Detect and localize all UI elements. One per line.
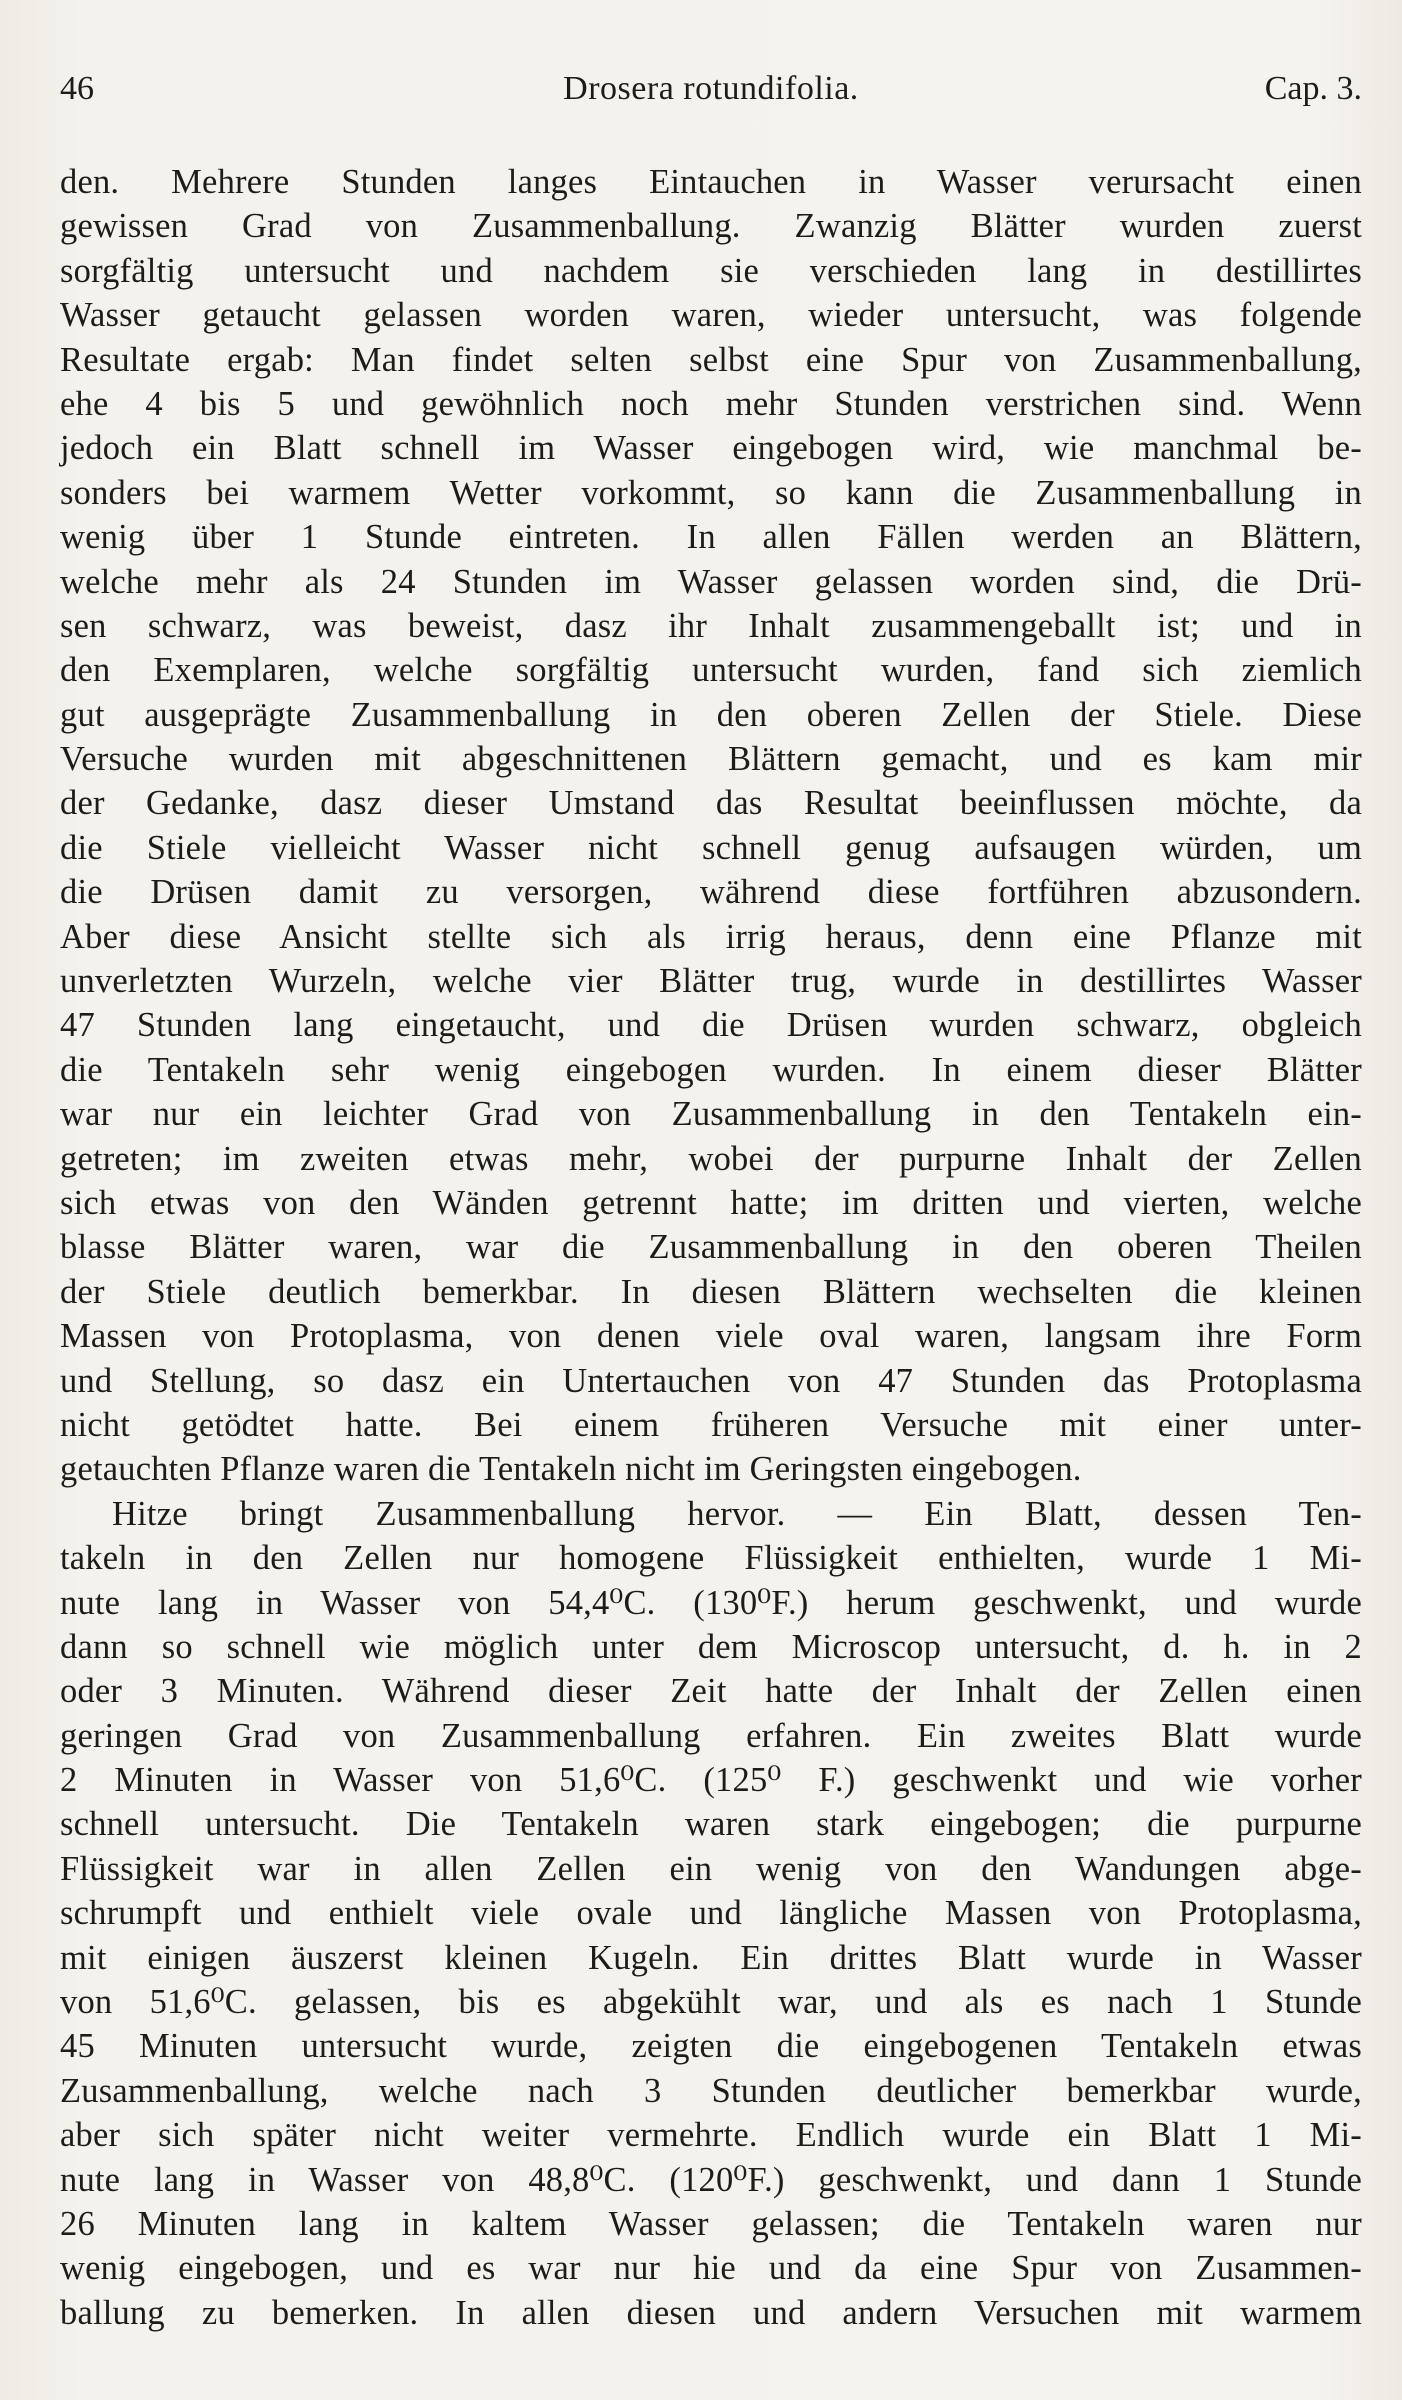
text-line: die Stiele vielleicht Wasser nicht schnell genug aufsaugen würden, um: [60, 828, 1362, 867]
text-line: 26 Minuten lang in kaltem Wasser gelassen; die Tentakeln waren nur: [60, 2204, 1362, 2243]
text-line: Flüssigkeit war in allen Zellen ein wenig von den Wandungen abge-: [60, 1849, 1362, 1888]
body-text: [60, 160, 1362, 2335]
text-line: nicht getödtet hatte. Bei einem früheren Versuche mit einer unter-: [60, 1405, 1362, 1444]
text-line: mit einigen äuszerst kleinen Kugeln. Ein drittes Blatt wurde in Wasser: [60, 1938, 1362, 1977]
text-line: Hitze bringt Zusammenballung hervor. — Ein Blatt, dessen Ten-: [112, 1494, 1362, 1533]
text-line: Zusammenballung, welche nach 3 Stunden deutlicher bemerkbar wurde,: [60, 2071, 1362, 2110]
text-line: ballung zu bemerken. In allen diesen und andern Versuchen mit warmem: [60, 2293, 1362, 2332]
text-line: gut ausgeprägte Zusammenballung in den oberen Zellen der Stiele. Diese: [60, 695, 1362, 734]
text-line: getreten; im zweiten etwas mehr, wobei der purpurne Inhalt der Zellen: [60, 1139, 1362, 1178]
text-line: Versuche wurden mit abgeschnittenen Blättern gemacht, und es kam mir: [60, 740, 1362, 779]
text-line: und Stellung, so dasz ein Untertauchen von 47 Stunden das Protoplasma: [60, 1361, 1362, 1400]
text-line: getauchten Pflanze waren die Tentakeln nicht im Geringsten eingebogen.: [60, 1450, 1082, 1489]
text-line: takeln in den Zellen nur homogene Flüssigkeit enthielten, wurde 1 Mi-: [60, 1539, 1362, 1578]
text-line: wenig über 1 Stunde eintreten. In allen Fällen werden an Blättern,: [60, 518, 1362, 557]
page-header: [60, 70, 1362, 120]
text-line: oder 3 Minuten. Während dieser Zeit hatte der Inhalt der Zellen einen: [60, 1672, 1362, 1711]
text-line: 47 Stunden lang eingetaucht, und die Drüsen wurden schwarz, obgleich: [60, 1006, 1362, 1045]
text-line: ehe 4 bis 5 und gewöhnlich noch mehr Stunden verstrichen sind. Wenn: [60, 384, 1362, 423]
running-title: Drosera rotundifolia.: [563, 70, 859, 107]
text-line: wenig eingebogen, und es war nur hie und da eine Spur von Zusammen-: [60, 2249, 1362, 2288]
text-line: nute lang in Wasser von 54,4⁰C. (130⁰F.) herum geschwenkt, und wurde: [60, 1583, 1362, 1622]
text-line: sich etwas von den Wänden getrennt hatte; im dritten und vierten, welche: [60, 1183, 1362, 1222]
paragraph: [60, 1492, 1362, 2335]
text-line: der Gedanke, dasz dieser Umstand das Resultat beeinflussen möchte, da: [60, 784, 1362, 823]
text-line: 2 Minuten in Wasser von 51,6⁰C. (125⁰ F.) geschwenkt und wie vorher: [60, 1761, 1362, 1800]
text-line: sorgfältig untersucht und nachdem sie verschieden lang in destillirtes: [60, 251, 1362, 290]
text-line: Massen von Protoplasma, von denen viele oval waren, langsam ihre Form: [60, 1317, 1362, 1356]
text-line: nute lang in Wasser von 48,8⁰C. (120⁰F.) geschwenkt, und dann 1 Stunde: [60, 2160, 1362, 2199]
text-line: die Drüsen damit zu versorgen, während diese fortführen abzusondern.: [60, 873, 1362, 912]
text-line: sen schwarz, was beweist, dasz ihr Inhalt zusammengeballt ist; und in: [60, 606, 1362, 645]
text-line: Wasser getaucht gelassen worden waren, wieder untersucht, was folgende: [60, 296, 1362, 335]
text-line: den. Mehrere Stunden langes Eintauchen in Wasser verursacht einen: [60, 163, 1362, 201]
text-line: Aber diese Ansicht stellte sich als irrig heraus, denn eine Pflanze mit: [60, 917, 1362, 956]
text-line: sonders bei warmem Wetter vorkommt, so kann die Zusammenballung in: [60, 473, 1362, 512]
page-number: 46: [60, 70, 94, 107]
text-line: den Exemplaren, welche sorgfältig untersucht wurden, fand sich ziemlich: [60, 651, 1362, 690]
text-line: von 51,6⁰C. gelassen, bis es abgekühlt war, und als es nach 1 Stunde: [60, 1983, 1362, 2022]
text-line: Resultate ergab: Man findet selten selbst eine Spur von Zusammenballung,: [60, 340, 1362, 379]
text-line: schnell untersucht. Die Tentakeln waren stark eingebogen; die purpurne: [60, 1805, 1362, 1844]
text-line: schrumpft und enthielt viele ovale und längliche Massen von Protoplasma,: [60, 1894, 1362, 1933]
text-line: welche mehr als 24 Stunden im Wasser gelassen worden sind, die Drü-: [60, 562, 1362, 601]
text-line: geringen Grad von Zusammenballung erfahren. Ein zweites Blatt wurde: [60, 1716, 1362, 1755]
text-line: 45 Minuten untersucht wurde, zeigten die eingebogenen Tentakeln etwas: [60, 2027, 1362, 2066]
text-line: gewissen Grad von Zusammenballung. Zwanzig Blätter wurden zuerst: [60, 207, 1362, 246]
text-line: aber sich später nicht weiter vermehrte. Endlich wurde ein Blatt 1 Mi-: [60, 2116, 1362, 2155]
text-line: der Stiele deutlich bemerkbar. In diesen Blättern wechselten die kleinen: [60, 1272, 1362, 1311]
text-line: unverletzten Wurzeln, welche vier Blätter trug, wurde in destillirtes Wasser: [60, 962, 1362, 1001]
text-line: die Tentakeln sehr wenig eingebogen wurden. In einem dieser Blätter: [60, 1050, 1362, 1089]
text-line: war nur ein leichter Grad von Zusammenballung in den Tentakeln ein-: [60, 1095, 1362, 1134]
text-line: blasse Blätter waren, war die Zusammenballung in den oberen Theilen: [60, 1228, 1362, 1267]
chapter-label: Cap. 3.: [1264, 70, 1362, 107]
text-line: dann so schnell wie möglich unter dem Microscop untersucht, d. h. in 2: [60, 1627, 1362, 1666]
paragraph: [60, 160, 1362, 1492]
text-line: jedoch ein Blatt schnell im Wasser eingebogen wird, wie manchmal be-: [60, 429, 1362, 468]
